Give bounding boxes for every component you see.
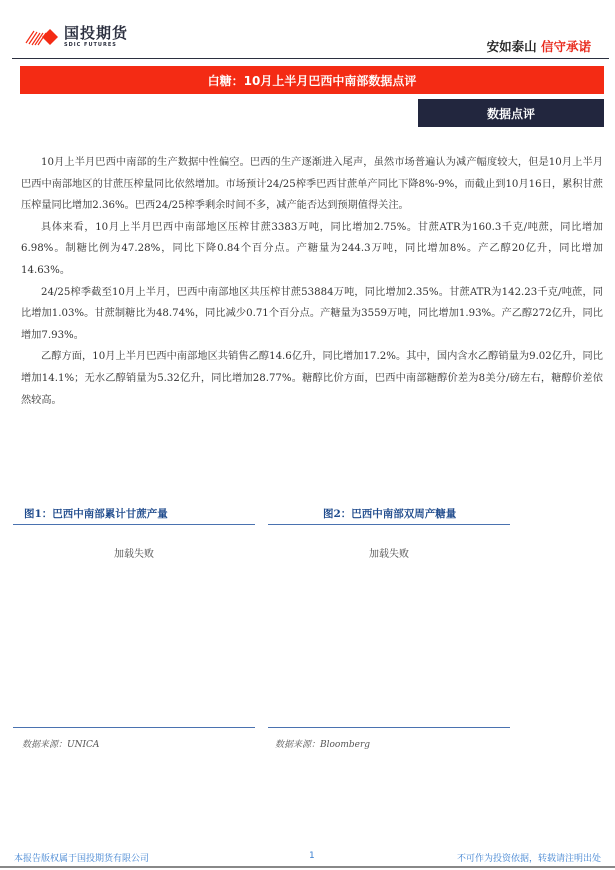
figure-2-bottom-rule: [268, 727, 510, 728]
report-type-tag: [418, 99, 604, 127]
figure-1-bottom-rule: [13, 727, 255, 728]
logo-english-name: SDIC FUTURES: [64, 42, 117, 48]
figure-2-top-rule: [268, 524, 510, 525]
footer-copyright: 本报告版权属于国投期货有限公司: [14, 854, 150, 864]
company-logo: [24, 22, 154, 52]
report-type-label: 数据点评: [486, 106, 535, 121]
slogan-black: 安如泰山: [486, 39, 537, 54]
paragraph: 24/25榨季截至10月上半月，巴西中南部地区共压榨甘蔗53884万吨，同比增加2.35%。甘蔗ATR为142.23千克/吨蔗，同比增加1.03%。甘蔗制糖比为48.74%，同比减少0.71个百分点。产糖量为3559万吨，同比增加1.93%。产乙醇272亿升，同比增加7.93%。: [21, 286, 603, 341]
report-title: 白糖：10月上半月巴西中南部数据点评: [207, 73, 417, 88]
paragraph: 具体来看，10月上半月巴西中南部地区压榨甘蔗3383万吨，同比增加2.75%。甘蔗ATR为160.3千克/吨蔗，同比增加6.98%。制糖比例为47.28%，同比下降0.84个百分点。产糖量为244.3万吨，同比增加8%。产乙醇20亿升，同比增加14.63%。: [21, 221, 603, 276]
paragraph: 10月上半月巴西中南部的生产数据中性偏空。巴西的生产逐渐进入尾声，虽然市场普遍认为减产幅度较大，但是10月上半月巴西中南部地区的甘蔗压榨量同比依然增加。市场预计24/25榨季巴西甘蔗单产同比下降8%-9%，而截止到10月16日，累积甘蔗压榨量同比增加2.36%。巴西24/25榨季剩余时间不多，减产能否达到预期值得关注。: [21, 157, 603, 212]
logo-mark-icon: [24, 27, 60, 47]
figure-2-title: 图2：巴西中南部双周产糖量: [323, 508, 457, 520]
logo-chinese-name: 国投期货: [64, 24, 129, 42]
page-number: 1: [309, 851, 315, 861]
slogan: [487, 37, 591, 55]
report-title-banner: [20, 66, 604, 94]
figure-2-source: 数据来源：Bloomberg: [275, 740, 371, 750]
footer-divider: [0, 866, 615, 868]
figure-1-load-failed: 加载失败: [114, 549, 154, 560]
report-body: [21, 152, 603, 411]
slogan-red: 信守承诺: [540, 39, 591, 54]
header-divider: [12, 58, 609, 59]
paragraph: 乙醇方面，10月上半月巴西中南部地区共销售乙醇14.6亿升，同比增加17.2%。其中，国内含水乙醇销量为9.02亿升，同比增加14.1%；无水乙醇销量为5.32亿升，同比增加28.77%。糖醇比价方面，巴西中南部糖醇价差为8美分/磅左右，糖醇价差依然较高。: [21, 351, 603, 406]
footer-disclaimer: 不可作为投资依据，转载请注明出处: [456, 854, 601, 864]
figure-2-load-failed: 加载失败: [369, 549, 409, 560]
figure-1-top-rule: [13, 524, 255, 525]
figure-1-title: 图1：巴西中南部累计甘蔗产量: [24, 508, 168, 520]
figure-1-source: 数据来源：UNICA: [22, 740, 100, 750]
